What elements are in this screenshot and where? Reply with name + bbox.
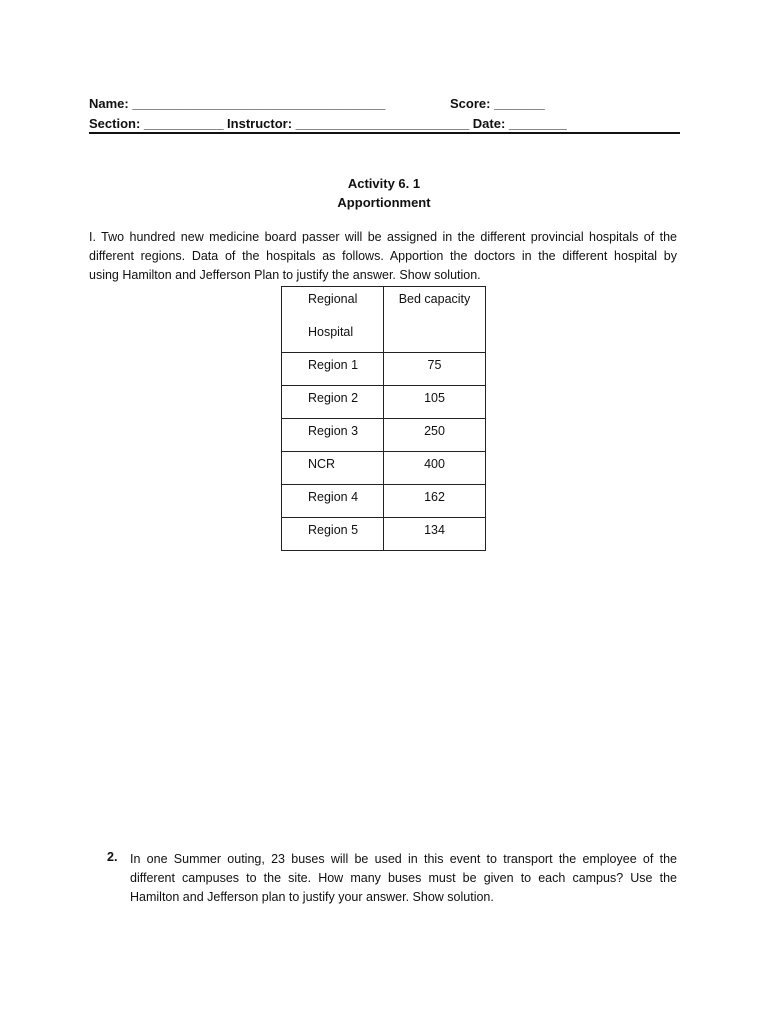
section-instructor-date-label: Section: ___________ Instructor: ________________________ Date: ________ [89,116,567,131]
beds-cell: 250 [384,419,486,452]
region-cell: Region 3 [282,419,384,452]
beds-cell: 134 [384,518,486,551]
activity-title: Activity 6. 1 [347,176,421,191]
header-bed-capacity: Bed capacity [384,287,486,353]
region-cell: Region 5 [282,518,384,551]
problem-1-line: different regions. Data of the hospitals as follows. Apportion the doctors in the different hospital by [89,249,677,263]
name-field-label: Name: ___________________________________ [89,96,386,111]
score-field-label: Score: _______ [450,96,545,111]
header-regional: Regional [308,292,358,306]
problem-1-line: I. Two hundred new medicine board passer will be assigned in the different provincial hospitals of the [89,230,677,244]
header-hospital: Hospital [308,325,354,339]
beds-cell: 75 [384,353,486,386]
region-cell: NCR [282,452,384,485]
beds-cell: 162 [384,485,486,518]
table-row [282,485,486,518]
region-cell: Region 1 [282,353,384,386]
problem-2-number: 2. [107,850,118,864]
region-cell: Region 4 [282,485,384,518]
region-cell: Region 2 [282,386,384,419]
activity-topic: Apportionment [337,195,431,210]
table-row [282,518,486,551]
beds-cell: 400 [384,452,486,485]
problem-2-line: In one Summer outing, 23 buses will be used in this event to transport the employee of the [130,852,677,866]
header-regional-hospital [282,287,384,353]
problem-2-line: different campuses to the site. How many buses must be given to each campus? Use the [130,871,677,885]
problem-2-text [130,850,677,907]
table-header-row [282,287,486,353]
table-row [282,419,486,452]
problem-2-line: Hamilton and Jefferson plan to justify your answer. Show solution. [130,890,494,904]
problem-1-line: using Hamilton and Jefferson Plan to justify the answer. Show solution. [89,268,481,282]
table-row [282,386,486,419]
table-row [282,452,486,485]
beds-cell: 105 [384,386,486,419]
header-divider [89,132,680,134]
table-row [282,353,486,386]
bed-capacity-table [281,286,486,551]
problem-1-text [89,228,677,285]
